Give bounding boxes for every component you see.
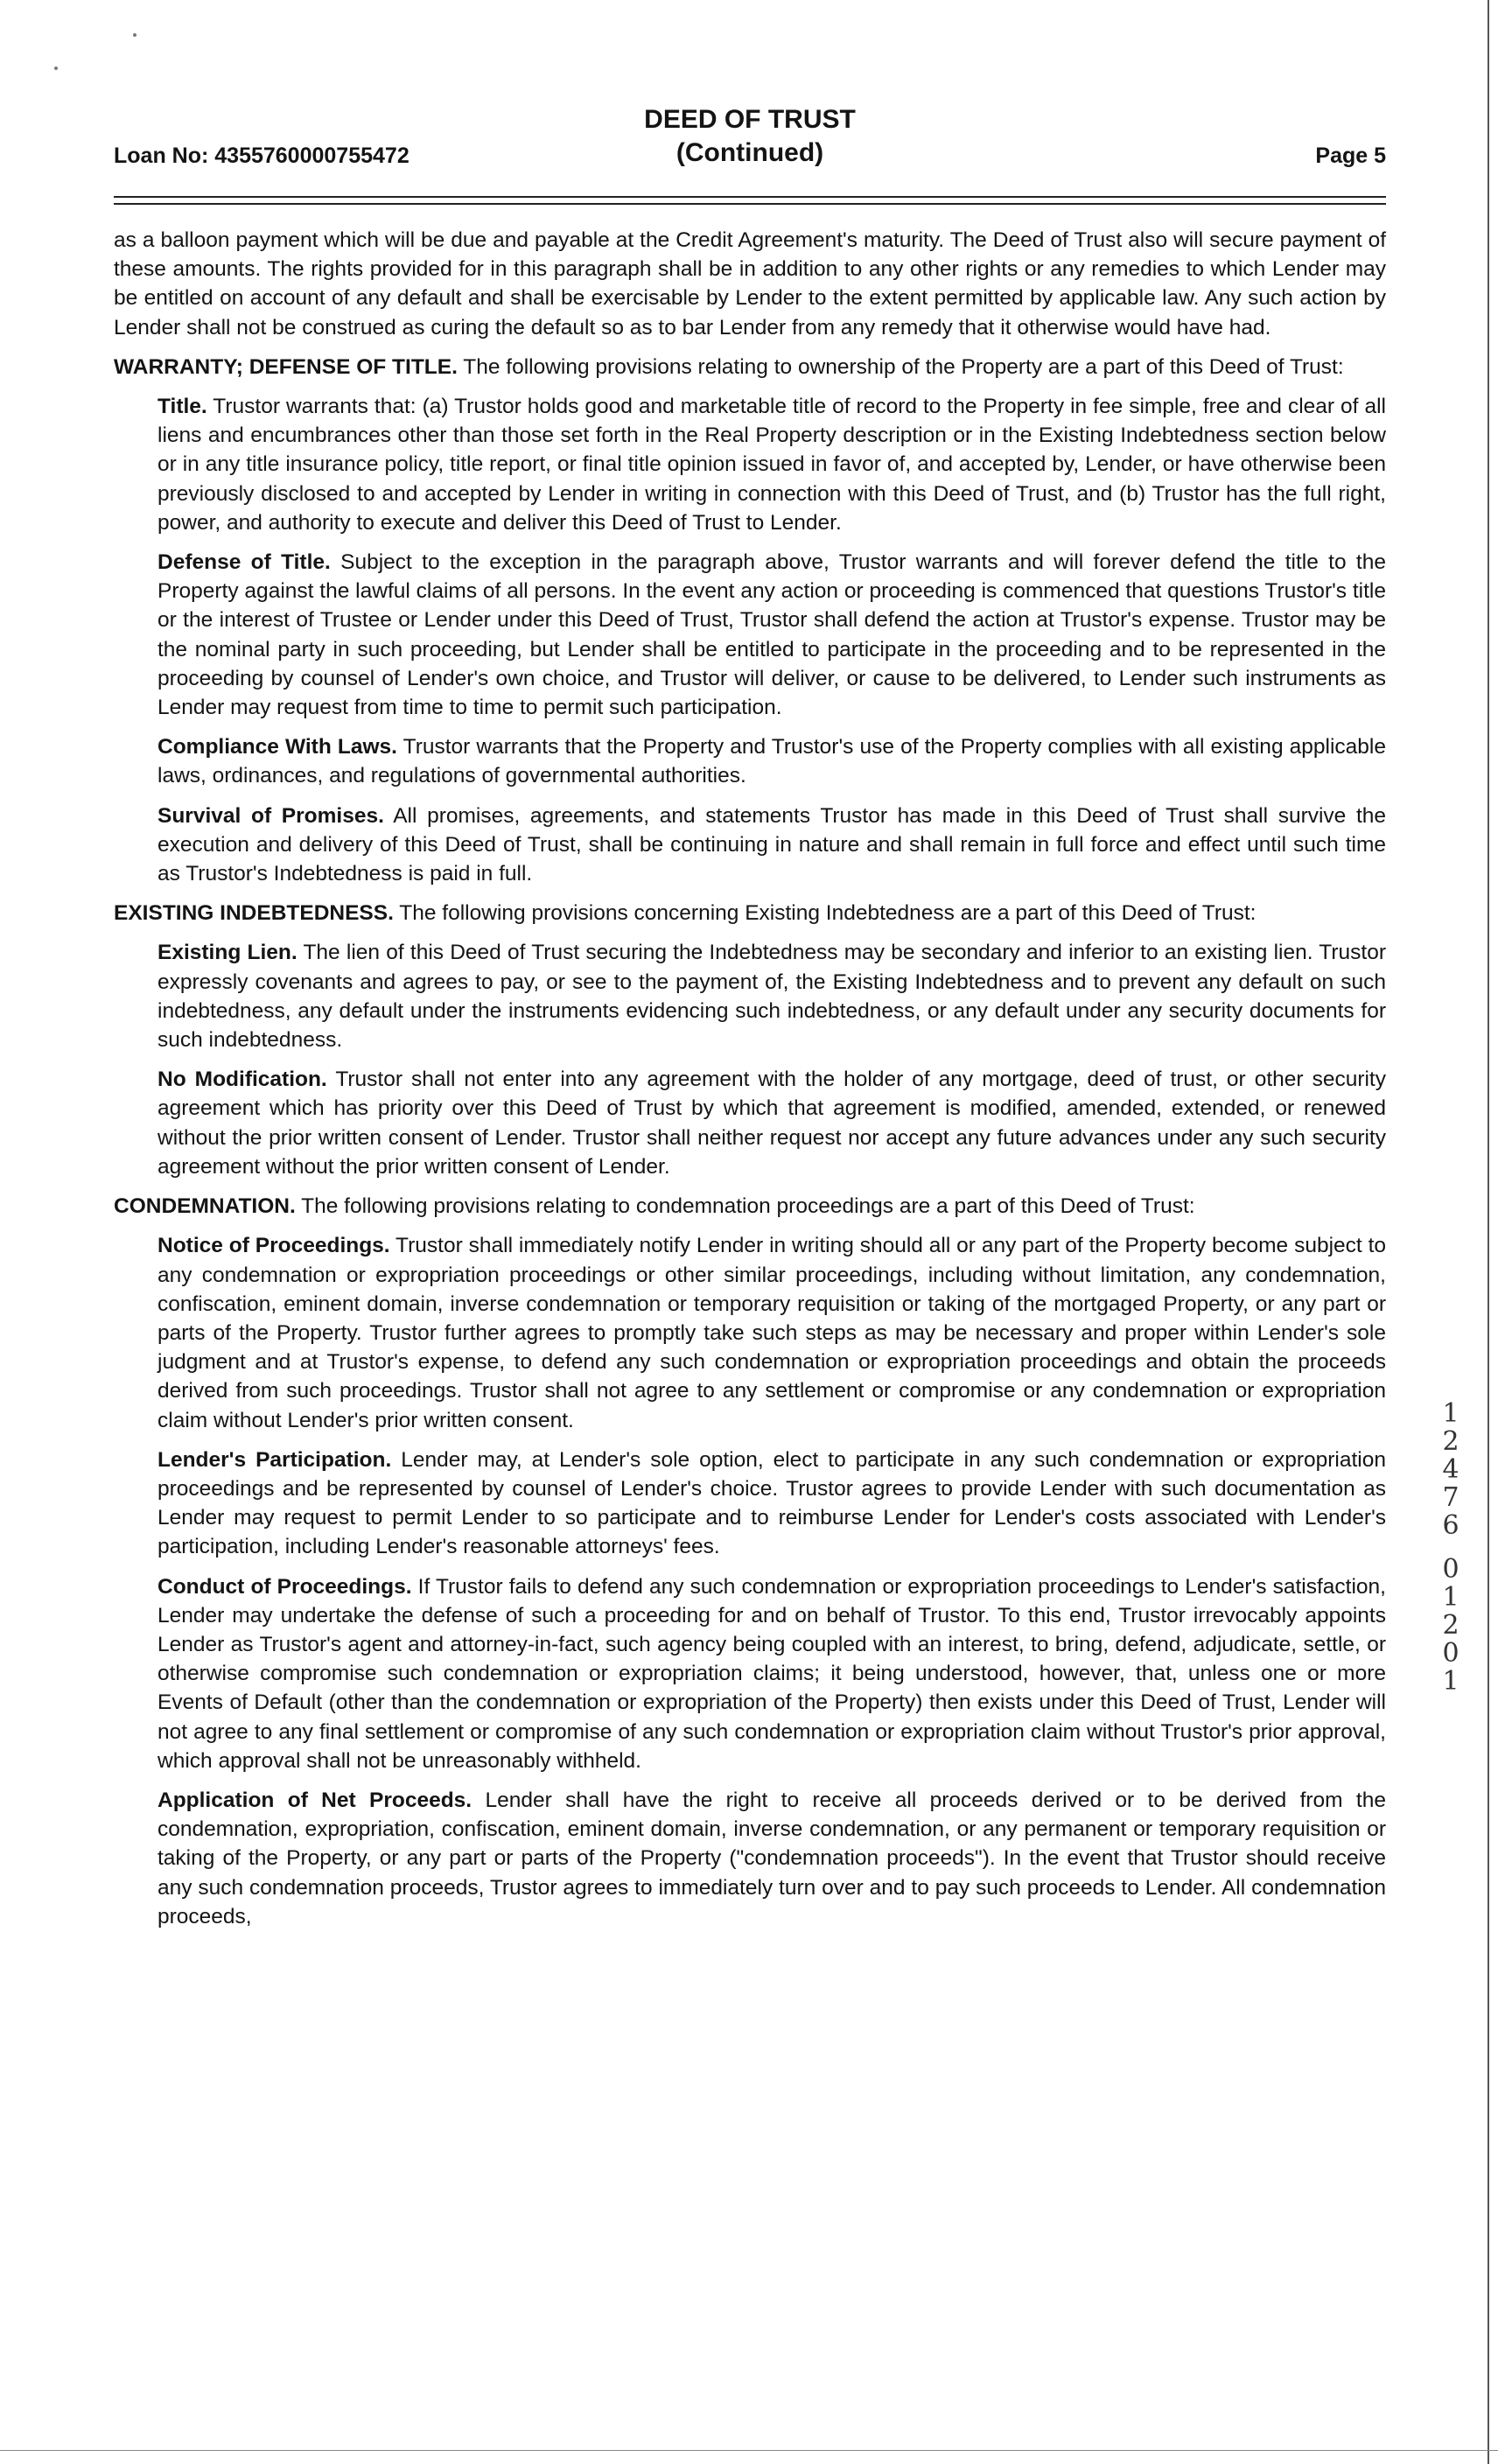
paragraph-text: Trustor warrants that the Property and Trustor's use of the Property complies with all existing applicable laws, ordinances, and regulations of governmental authorities. [158,735,1386,788]
paragraph-text: The following provisions relating to ownership of the Property are a part of this Deed of Trust: [457,354,1344,379]
side-number-digit: 0 [1442,1554,1460,1585]
sub-paragraph [114,1231,1386,1434]
scan-right-edge [1488,0,1489,2464]
sub-paragraph [114,802,1386,889]
side-number-digit: 1 [1442,1582,1460,1613]
page-number: Page 5 [1315,144,1386,168]
paragraph-heading: Lender's Participation. [158,1447,392,1472]
side-number-digit: 7 [1442,1482,1460,1513]
title-line-2: (Continued) [676,138,824,167]
paragraph-text: Subject to the exception in the paragraph above, Trustor warrants and will forever defend the title to the Property against the lawful claims of all persons. In the event any action or proceeding is commenced that questions Trustor's title or the interest of Trustee or Lender under this Deed of Trust, Trustor shall defend the action at Trustor's expense. Trustor may be the nominal party in such proceeding, but Lender shall be entitled to participate in the proceeding and to be represented in the proceeding by counsel of Lender's own choice, and Trustor will deliver, or cause to be delivered, to Lender such instruments as Lender may request from time to time to permit such participation. [158,550,1386,720]
scan-speck [54,66,58,70]
paragraph-text: The lien of this Deed of Trust securing the Indebtedness may be secondary and inferior to an existing lien. Trustor expressly covenants and agrees to pay, or see to the payment of, the Existing Indebtedness and to prevent any default on such indebtedness, any default under the instruments evidencing such indebtedness, or any default under any security documents for such indebtedness. [158,941,1386,1053]
paragraph-heading: EXISTING INDEBTEDNESS. [114,901,394,926]
sub-paragraph [114,1446,1386,1562]
paragraph-text: Trustor shall not enter into any agreement with the holder of any mortgage, deed of trust, or other security agreement which has priority over this Deed of Trust by which that agreement is modified, amended, extended, or renewed without the prior written consent of Lender. Trustor shall neither request nor accept any future advances under any such security agreement without the prior written consent of Lender. [158,1068,1386,1179]
paragraph-heading: WARRANTY; DEFENSE OF TITLE. [114,354,458,379]
section-paragraph [114,1192,1386,1221]
sub-paragraph [114,548,1386,722]
paragraph-heading: Defense of Title. [158,550,331,575]
side-number-digit: 6 [1442,1510,1460,1541]
side-number-digit: 1 [1442,1666,1460,1697]
loan-number: Loan No: 4355760000755472 [114,144,410,168]
paragraph-text: All promises, agreements, and statements Trustor has made in this Deed of Trust shall survive the execution and delivery of this Deed of Trust, shall be continuing in nature and shall remain in full force and effect until such time as Trustor's Indebtedness is paid in full. [158,803,1387,886]
section-paragraph [114,353,1386,382]
paragraph-text: Lender may, at Lender's sole option, elect to participate in any such condemnation or expropriation proceedings and be represented by counsel of Lender's choice. Trustor agrees to provide Lender with such documentation as Lender may request to permit Lender to so participate and to reimburse Lender for Lender's costs associated with Lender's participation, including Lender's reasonable attorneys' fees. [158,1447,1387,1559]
paragraph-text: Lender shall have the right to receive all proceeds derived or to be derived from the condemnation, expropriation, confiscation, eminent domain, inverse condemnation, or any permanent or temporary requisition or taking of the Property, or any part or parts of the Property ("condemnation proceeds"). In the event that Trustor should receive any such condemnation proceeds, Trustor agrees to immediately turn over and to pay such proceeds to Lender. All condemnation proceeds, [158,1788,1386,1928]
scan-bottom-edge [0,2450,1498,2451]
paragraph-heading: Survival of Promises. [158,803,384,828]
paragraph-text: Trustor warrants that: (a) Trustor holds good and marketable title of record to the Property in fee simple, free and clear of all liens and encumbrances other than those set forth in the Real Property description or in the Existing Indebtedness section below or in any title insurance policy, title report, or final title opinion issued in favor of, and accepted by, Lender, or have otherwise been previously disclosed to and accepted by Lender in writing in connection with this Deed of Trust, and (b) Trustor has the full right, power, and authority to execute and deliver this Deed of Trust to Lender. [158,395,1386,535]
paragraph-heading: Conduct of Proceedings. [158,1574,412,1599]
side-number-digit: 1 [1442,1398,1460,1429]
paragraph-text: The following provisions relating to condemnation proceedings are a part of this Deed of Trust: [295,1194,1195,1219]
section-paragraph [114,226,1386,342]
side-number-digit: 2 [1442,1610,1460,1641]
document-body [114,226,1386,1942]
section-paragraph [114,899,1386,928]
sub-paragraph [114,1572,1386,1775]
paragraph-heading: Notice of Proceedings. [158,1234,390,1258]
paragraph-heading: CONDEMNATION. [114,1194,296,1219]
sub-paragraph [114,392,1386,537]
side-document-number [1435,1400,1466,1696]
paragraph-text: If Trustor fails to defend any such condemnation or expropriation proceedings to Lender's satisfaction, Lender may undertake the defense of such a proceeding for and on behalf of Trustor. To this end, Trustor irrevocably appoints Lender as Trustor's agent and attorney-in-fact, such agency being coupled with an interest, to bring, defend, adjudicate, settle, or otherwise compromise such condemnation or expropriation claims; it being understood, however, that, unless one or more Events of Default (other than the condemnation or expropriation of the Property) then exists under this Deed of Trust, Lender will not agree to any final settlement or compromise of any such condemnation or expropriation claim without Trustor's prior approval, which approval shall not be unreasonably withheld. [158,1574,1386,1773]
sub-paragraph [114,1786,1386,1931]
paragraph-text: The following provisions concerning Existing Indebtedness are a part of this Deed of Trust: [393,901,1256,926]
side-number-digit: 4 [1442,1454,1460,1485]
sub-paragraph [114,732,1386,790]
header-rule-bottom [114,203,1386,205]
side-number-digit: 2 [1442,1426,1460,1457]
title-line-1: DEED OF TRUST [644,105,856,134]
paragraph-text: Trustor shall immediately notify Lender in writing should all or any part of the Property become subject to any condemnation or expropriation proceedings or other similar proceedings, including without limitation, any condemnation, confiscation, eminent domain, inverse condemnation or temporary requisition or taking of the mortgaged Property, or any part or parts of the Property. Trustor further agrees to promptly take such steps as may be necessary and proper within Lender's sole judgment and at Trustor's expense, to defend any such condemnation or expropriation proceedings and obtain the proceeds derived from such proceedings. Trustor shall not agree to any settlement or compromise or any condemnation or expropriation claim without Lender's prior written consent. [158,1234,1387,1432]
sub-paragraph [114,938,1386,1054]
paragraph-heading: Compliance With Laws. [158,735,397,760]
header-rule-top [114,196,1386,198]
paragraph-text: as a balloon payment which will be due and payable at the Credit Agreement's maturity. The Deed of Trust also will secure payment of these amounts. The rights provided for in this paragraph shall be in addition to any other rights or any remedies to which Lender may be entitled on account of any default and shall be exercisable by Lender to the extent permitted by applicable law. Any such action by Lender shall not be construed as curing the default so as to bar Lender from any remedy that it otherwise would have had. [114,228,1386,340]
paragraph-heading: No Modification. [158,1068,327,1092]
paragraph-heading: Existing Lien. [158,941,298,965]
paragraph-heading: Title. [158,395,207,419]
side-number-digit: 0 [1442,1638,1460,1669]
scan-speck [133,33,136,37]
document-title [114,103,1386,170]
sub-paragraph [114,1065,1386,1181]
page-header [114,103,1386,177]
paragraph-heading: Application of Net Proceeds. [158,1788,472,1812]
